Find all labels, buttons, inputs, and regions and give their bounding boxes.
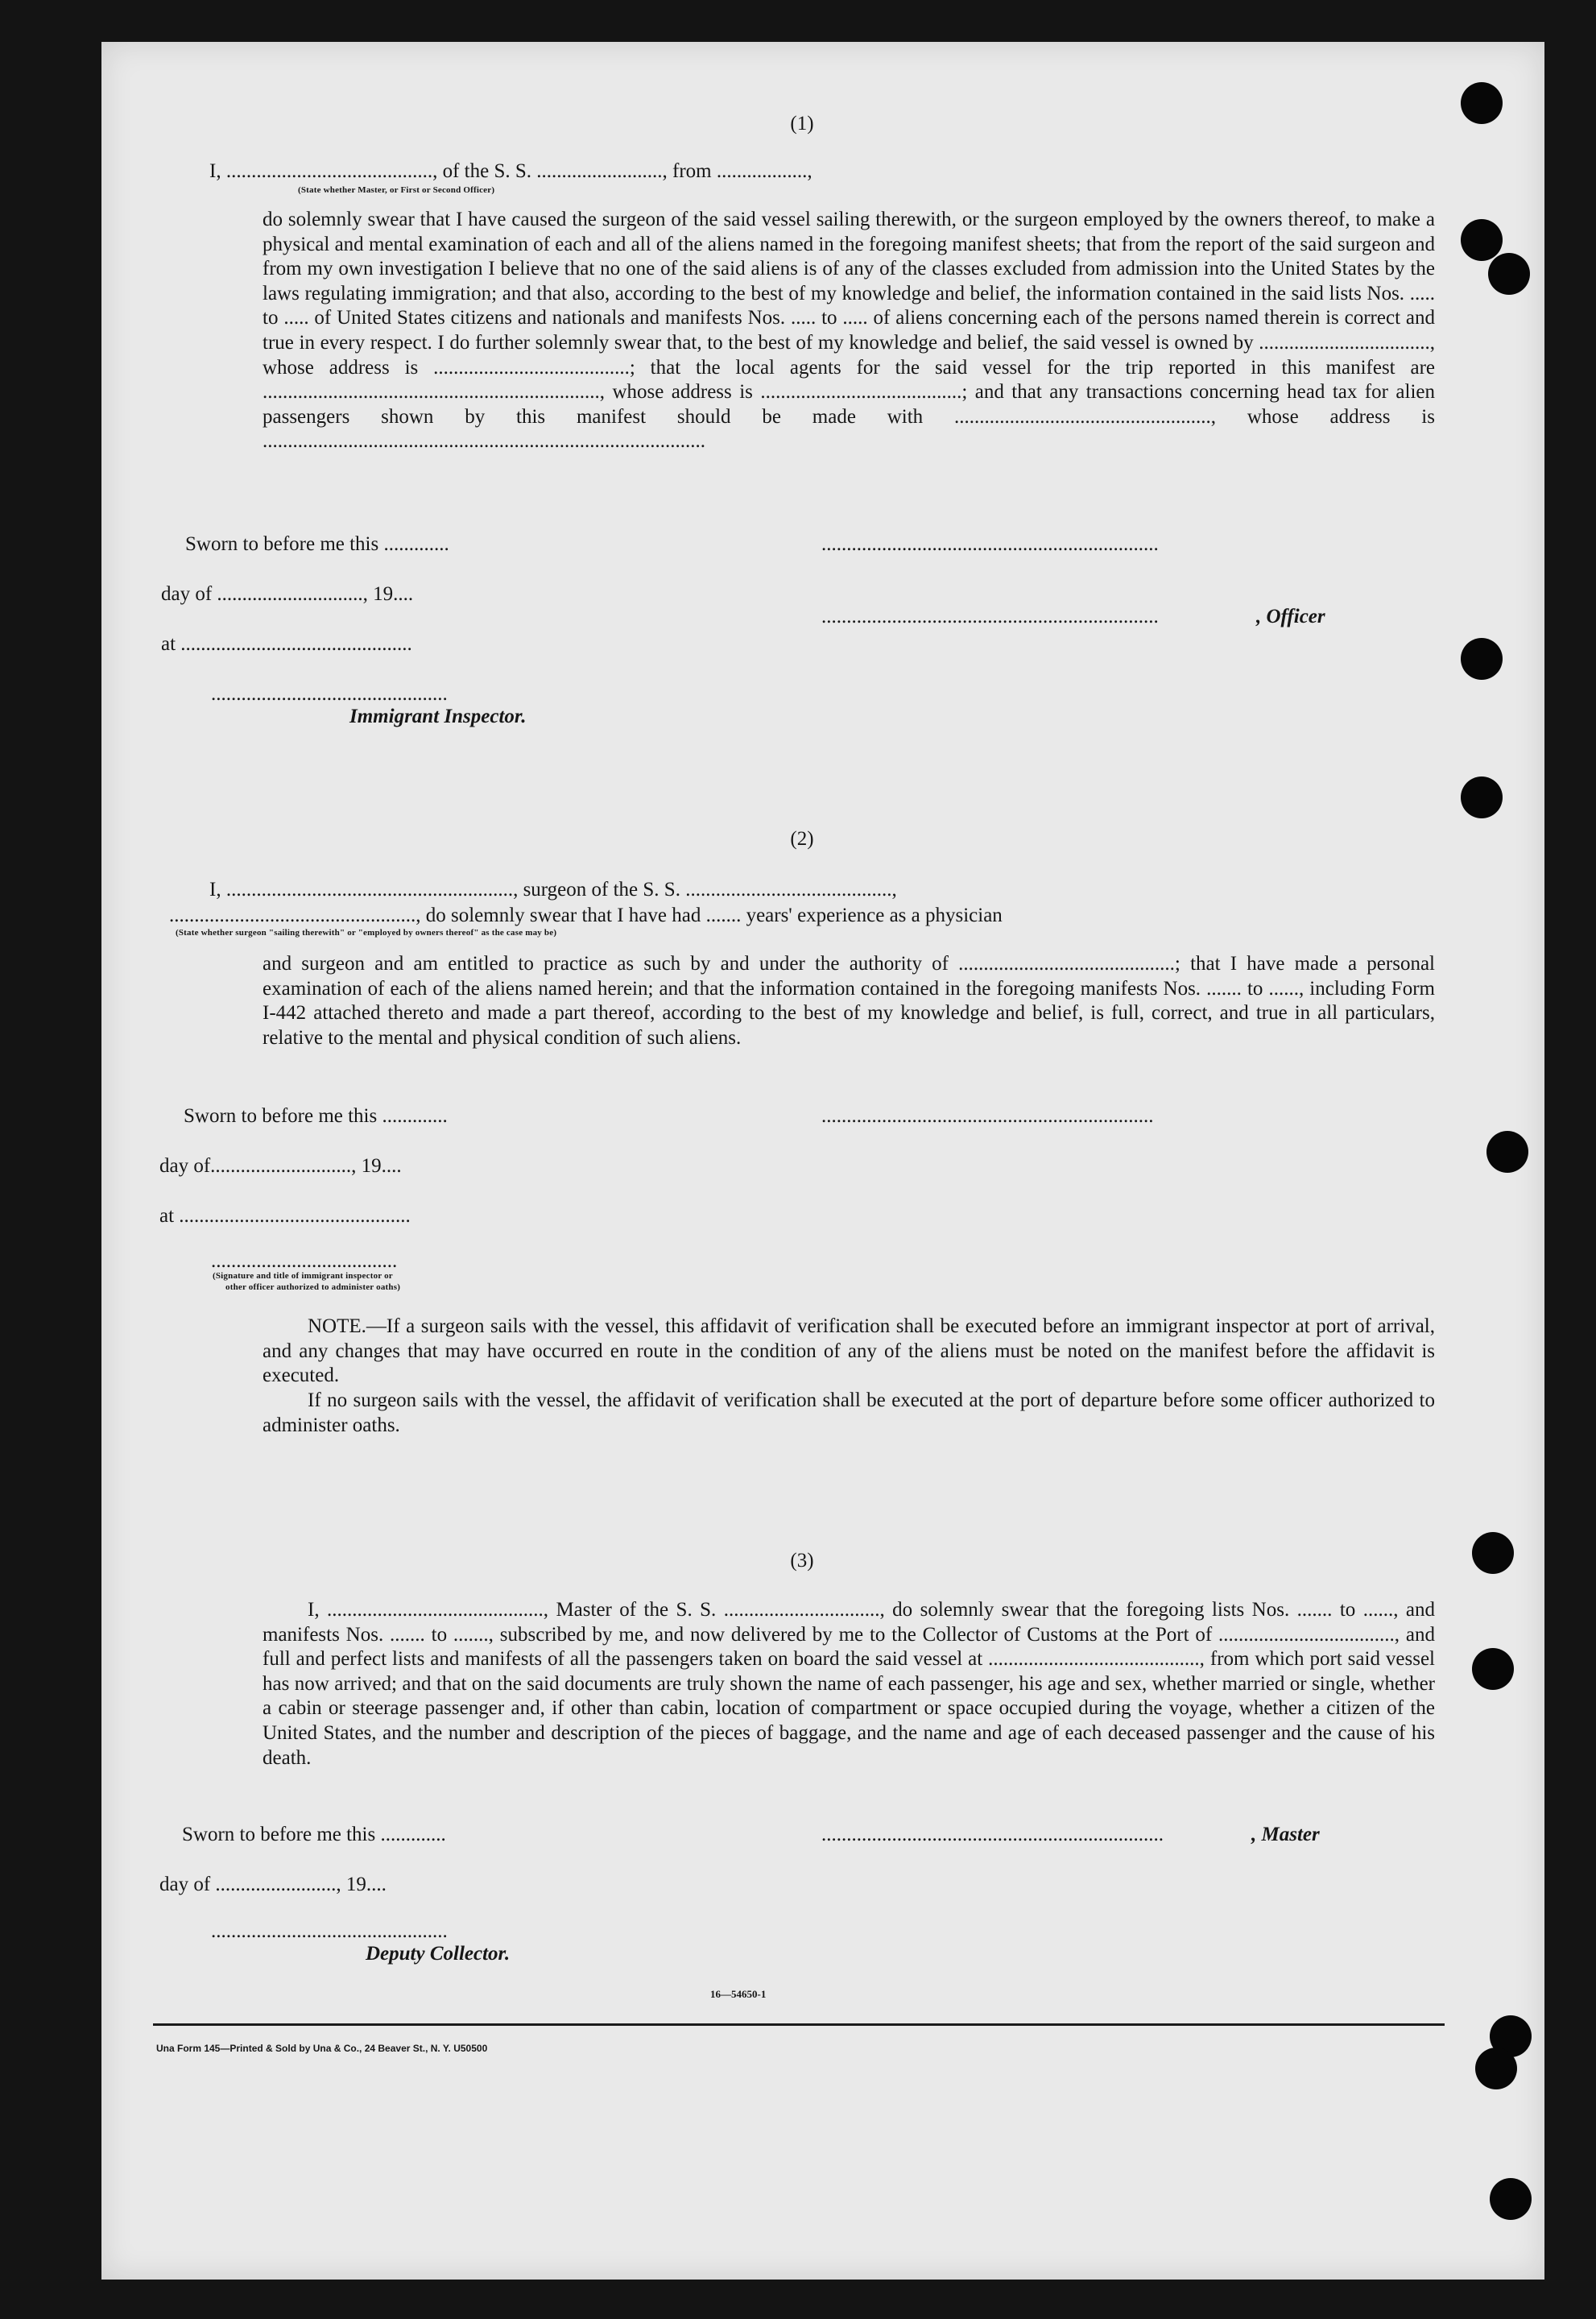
punch-hole-icon [1488, 253, 1530, 295]
punch-hole-icon [1461, 776, 1503, 818]
section-1-sworn-line: Sworn to before me this ............. [185, 533, 449, 555]
section-1-opening-line: I, ........................................., of the S. S. ........................., from .................., [209, 160, 812, 182]
master-label: , Master [1251, 1824, 1320, 1845]
signature-note-line-1: (Signature and title of immigrant inspector or [213, 1271, 393, 1281]
no-surgeon-note-paragraph: If no surgeon sails with the vessel, the affidavit of verification shall be executed at the port of departure before some officer authorized to administer oaths. [263, 1389, 1435, 1436]
punch-hole-icon [1486, 1131, 1528, 1173]
section-2-oath-text: and surgeon and am entitled to practice as such by and under the authority of ...........................................; that I have made a personal examination of each of the aliens named herein; and that the information contained in the foregoing manifests Nos. ....... to ......, including Form I-442 attached thereto and made a part thereof, according to the best of my knowledge and belief, is full, correct, and true in all particulars, relative to the mental and physical condition of such aliens. [263, 953, 1435, 1049]
punch-hole-icon [1475, 2048, 1517, 2089]
section-3-sworn-line: Sworn to before me this ............. [182, 1824, 446, 1845]
section-2-line-2: ................................................., do solemnly swear that I have had ....... years' experience as a physician [169, 905, 1003, 926]
section-2-at-line: at .............................................. [159, 1205, 411, 1227]
section-3-day-line: day of ........................, 19.... [159, 1874, 387, 1895]
manifest-form-page [101, 42, 1544, 2280]
surgeon-note-paragraph: NOTE.—If a surgeon sails with the vessel, this affidavit of verification shall be executed before an immigrant inspector at port of arrival, and any changes that may have occurred en route in the condition of any of the aliens must be noted on the manifest before the affidavit is executed. [263, 1315, 1435, 1387]
section-2-right-dots: .................................................................. [821, 1105, 1154, 1127]
section-1-right-dots-1: ................................................................... [821, 533, 1159, 555]
section-3-oath-text: I, ..........................................., Master of the S. S. ..............................., do solemnly swear that the foregoing lists Nos. ....... to ......, and manifests Nos. ....... to ......., subscribed by me, and now delivered by me to the Collector of Customs at the Port of ..................................., and full and perfect lists and manifests of all the passengers taken on board the said vessel at .........................................., from which port said vessel has now arrived; and that on the said documents are truly shown the name of each passenger, his age and sex, whether married or single, whether a cabin or steerage passenger and, if other than cabin, location of compartment or space occupied during the voyage, whether a citizen of the United States, and the number and description of the pieces of baggage, and the name and age of each deceased passenger and the cause of his death. [263, 1599, 1435, 1769]
collector-signature-dots: ............................................... [211, 1920, 448, 1942]
punch-hole-icon [1461, 219, 1503, 261]
section-1-at-line: at .............................................. [161, 633, 412, 655]
punch-hole-icon [1490, 2178, 1532, 2220]
collector-label: Deputy Collector. [366, 1943, 511, 1965]
signature-note-line-2: other officer authorized to administer oaths) [225, 1282, 401, 1292]
surgeon-note: (State whether surgeon "sailing therewith" or "employed by owners thereof" as the case may be) [176, 928, 557, 938]
section-1-oath-text: do solemnly swear that I have caused the surgeon of the said vessel sailing therewith, or the surgeon employed by the owners thereof, to make a physical and mental examination of each and all of the aliens named in the foregoing manifest sheets; that from the report of the said surgeon and from my own investigation I believe that no one of the said aliens is of any of the classes excluded from admission into the United States by the laws regulating immigration; and that also, according to the best of my knowledge and belief, the information contained in the said lists Nos. ..... to ..... of United States citizens and nationals and manifests Nos. ..... to ..... of aliens concerning each of the persons named therein is correct and true in every respect. I do further solemnly swear that, to the best of my knowledge and belief, the said vessel is owned by .................................., whose address is .......................................; that the local agents for the said vessel for the trip reported in this manifest are ..................................................................., whose address is ........................................; and that any transactions concerning head tax for alien passengers shown by this manifest should be made with ..................................................., whose address is ........................................................................................ [263, 209, 1435, 453]
section-2-day-line: day of............................, 19.... [159, 1155, 402, 1177]
section-1-number: (1) [790, 113, 814, 135]
punch-hole-icon [1472, 1648, 1514, 1690]
section-3-number: (3) [790, 1550, 814, 1572]
officer-note: (State whether Master, or First or Second Officer) [298, 185, 495, 195]
section-2-line-1: I, ........................................................., surgeon of the S. S. ........................................., [209, 879, 897, 901]
section-2-signature-dots: ..................................... [211, 1250, 398, 1272]
section-2-sworn-line: Sworn to before me this ............. [184, 1105, 448, 1127]
inspector-signature-dots: ............................................... [211, 683, 448, 705]
inspector-label: Immigrant Inspector. [349, 706, 527, 727]
section-3-right-dots: .................................................................... [821, 1824, 1164, 1845]
printer-imprint: Una Form 145—Printed & Sold by Una & Co., 24 Beaver St., N. Y. U50500 [156, 2043, 488, 2054]
officer-label: , Officer [1256, 606, 1325, 627]
section-1-day-line: day of ............................., 19.... [161, 583, 414, 605]
form-code: 16—54650-1 [710, 1988, 767, 2000]
punch-hole-icon [1461, 638, 1503, 680]
footer-rule [153, 2023, 1445, 2026]
section-2-number: (2) [790, 828, 814, 850]
section-1-right-dots-2: ................................................................... [821, 606, 1159, 627]
